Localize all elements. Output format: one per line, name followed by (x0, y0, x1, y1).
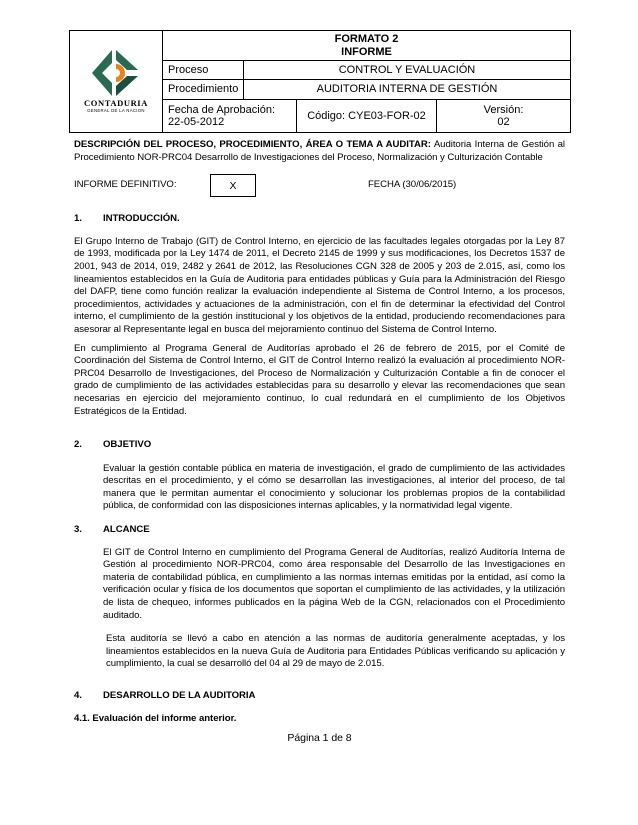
format-title: FORMATO 2 (334, 33, 399, 45)
logo-subtitle: GENERAL DE LA NACION (87, 108, 145, 113)
section-heading-objetivo (74, 439, 565, 452)
approval-label: Fecha de Aprobación: (168, 103, 276, 116)
header-table (69, 30, 571, 133)
intro-paragraph-2: En cumplimiento al Programa General de Auditorías aprobado el 26 de febrero de 2015, por el Comité de Coordinación del Sistema de Control Interno, el GIT de Control Interno realizó la evaluación al procedimiento NOR-PRC04 Desarrollo de Investigaciones, del Proceso de Normalización y Culturización Contable a fin de conocer el grado de cumplimiento de las actividades establecidas para su desarrollo y elevar las recomendaciones que sean necesarias en ejercicio del mejoramiento continuo, lo cual redundará en el cumplimiento de los Objetivos Estratégicos de la Entidad. (74, 342, 565, 417)
audit-description (74, 139, 565, 164)
process-value: CONTROL Y EVALUACIÓN (244, 61, 571, 80)
section-title: ALCANCE (103, 524, 150, 536)
procedure-value: AUDITORIA INTERNA DE GESTIÓN (244, 80, 571, 100)
format-subtitle: INFORME (341, 45, 392, 58)
scope-paragraph-2: Esta auditoría se llevó a cabo en atención a las normas de auditoría generalmente aceptadas, y los lineamientos establecidos en la nueva Guía de Auditoria para Entidades Públicas verificando su aplicación y cumplimiento, la cual se desarrolló del 04 al 29 de mayo de 2.015. (106, 633, 565, 670)
section-title: INTRODUCCIÓN. (103, 213, 180, 225)
section-heading-introduccion (74, 213, 565, 226)
intro-paragraph-1: El Grupo Interno de Trabajo (GIT) de Control Interno, en ejercicio de las facultades legales otorgadas por la Ley 87 de 1993, modificada por la Ley 1474 de 2011, el Decreto 2145 de 1999 y sus modificaciones, los Decretos 1537 de 2001, 943 de 2014, 019, 2482 y 2641 de 2012, las Resoluciones CGN 328 de 2005 y 203 de 2.015, así, como los lineamientos establecidos en la Guía de Auditoria para entidades públicas y Guía para la Administración del Riesgo del DAFP, tiene como función realizar la evaluación independiente al Sistema de Control Interno, a los procesos, procedimientos, actividades y actuaciones de la administración, con el fin de determinar la efectividad del Control interno, el cumplimiento de la gestión institucional y los objetivos de la entidad, produciendo recomendaciones para asesorar al Representante legal en busca del mejoramiento continuo del Sistema de Control Interno. (74, 235, 565, 335)
document-code: Código: CYE03-FOR-02 (297, 100, 437, 133)
process-label: Proceso (163, 61, 244, 80)
version-value: 02 (497, 116, 510, 128)
final-report-label: INFORME DEFINITIVO: (74, 179, 177, 191)
scope-paragraph-1: El GIT de Control Interno en cumplimiento del Programa General de Auditorías, realizó Auditoría Interna de Gestión al procedimiento NOR-PRC04, como área responsable del Desarrollo de las Investigaciones en materia de contabilidad pública, en cumplimiento a las normas internas emitidas por la entidad, así como la verificación ocular y física de los documentos que soportan el cumplimiento de las actividades, y la utilización de lista de chequeo, informes publicados en la página Web de la CGN, relacionados con el Procedimiento auditado. (103, 546, 565, 621)
version-label: Versión: (483, 103, 524, 116)
section-number: 4. (74, 690, 82, 701)
section-title: OBJETIVO (103, 439, 152, 451)
section-heading-desarrollo (74, 690, 565, 703)
version-cell (437, 100, 571, 133)
report-date: FECHA (30/06/2015) (368, 179, 457, 191)
logo (70, 31, 163, 133)
section-number: 1. (74, 213, 82, 225)
final-report-row (74, 174, 565, 198)
subsection-heading: 4.1. Evaluación del informe anterior. (74, 712, 237, 724)
description-label: DESCRIPCIÓN DEL PROCESO, PROCEDIMIENTO, ÁREA O TEMA A AUDITAR: (74, 139, 431, 150)
section-title: DESARROLLO DE LA AUDITORIA (103, 690, 256, 701)
objective-paragraph: Evaluar la gestión contable pública en materia de investigación, el grado de cumplimiento de las actividades descritas en el procedimiento, y el cómo se desarrollan las investigaciones, al interior del proceso, de tal manera que le permitan aumentar el conocimiento y solucionar los problemas propios de la contabilidad pública, de conformidad con las disposiciones internas aplicables, y la normatividad legal vigente. (103, 462, 565, 512)
final-report-checkbox: X (210, 174, 256, 197)
description-text: Auditoria Interna de Gestión al Procedimiento NOR-PRC04 Desarrollo de Investigaciones del Proceso, Normalización y Culturización Contable (74, 139, 565, 163)
logo-name: CONTADURIA (84, 98, 148, 108)
approval-date: 22-05-2012 (168, 116, 225, 128)
format-title-cell (163, 31, 571, 61)
section-heading-alcance (74, 524, 565, 537)
section-number: 3. (74, 524, 82, 536)
section-number: 2. (74, 439, 82, 451)
document-body (74, 139, 565, 745)
page-number: Página 1 de 8 (287, 732, 352, 745)
procedure-label: Procedimiento (163, 80, 244, 100)
contaduria-logo-icon (92, 50, 140, 96)
approval-cell (163, 100, 297, 133)
